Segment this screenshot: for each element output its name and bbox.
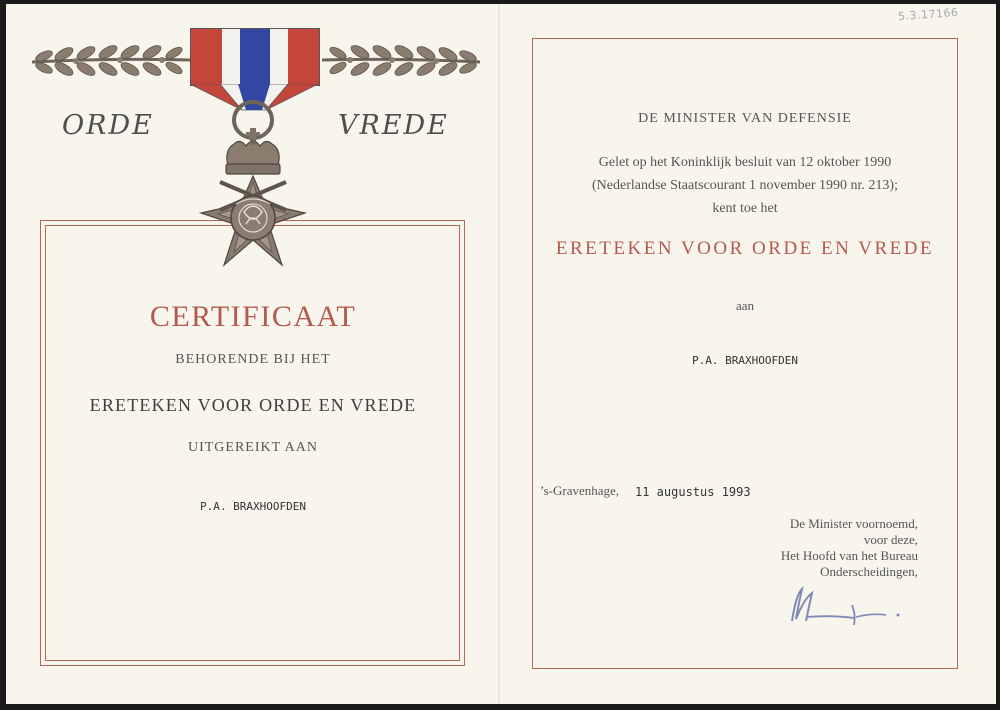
archive-number: 5.3.17166 [897, 5, 959, 24]
decree-line-1: Gelet op het Koninklijk besluit van 12 oktober 1990 [598, 155, 892, 170]
medal-ribbon [190, 28, 320, 86]
signatory-line-2: voor deze, [863, 532, 918, 547]
issue-date: 11 augustus 1993 [635, 485, 751, 499]
decree-to-label: aan [735, 298, 755, 313]
ribbon-stripe-white-right [270, 29, 288, 85]
issued-to-label: UITGEREIKT AAN [187, 440, 318, 455]
decree-recipient-name: P.A. BRAXHOOFDEN [692, 354, 798, 367]
medal-star-icon [180, 100, 326, 296]
ribbon-stripe-white-left [222, 29, 240, 85]
signatory-line-4: Onderscheidingen, [820, 564, 918, 579]
decree-line-3: kent toe het [712, 201, 778, 216]
medal-word-left: ORDE [62, 110, 154, 141]
recipient-name: P.A. BRAXHOOFDEN [200, 500, 306, 513]
certificate-title: CERTIFICAAT [149, 300, 357, 333]
ribbon-stripe-blue [240, 29, 271, 85]
certificate-subtitle: BEHORENDE BIJ HET [175, 352, 331, 367]
decree-decoration-name: ERETEKEN VOOR ORDE EN VREDE [555, 238, 935, 259]
page-fold [498, 4, 500, 704]
ribbon-stripe-red-right [288, 29, 319, 85]
signatory-block [781, 516, 918, 580]
place-label: ’s-Gravenhage, [540, 483, 620, 498]
decoration-name: ERETEKEN VOOR ORDE EN VREDE [89, 395, 417, 415]
ribbon-stripe-red-left [191, 29, 222, 85]
decree-line-2: (Nederlandse Staatscourant 1 november 1990 nr. 213); [592, 178, 898, 193]
handwritten-signature [782, 585, 912, 627]
medal-word-right: VREDE [338, 110, 449, 141]
left-laurel-branch-icon [30, 40, 192, 82]
right-laurel-branch-icon [320, 40, 482, 82]
signatory-line-3: Het Hoofd van het Bureau [780, 548, 918, 563]
signatory-line-1: De Minister voornoemd, [789, 516, 918, 531]
decree-heading: DE MINISTER VAN DEFENSIE [638, 111, 852, 126]
